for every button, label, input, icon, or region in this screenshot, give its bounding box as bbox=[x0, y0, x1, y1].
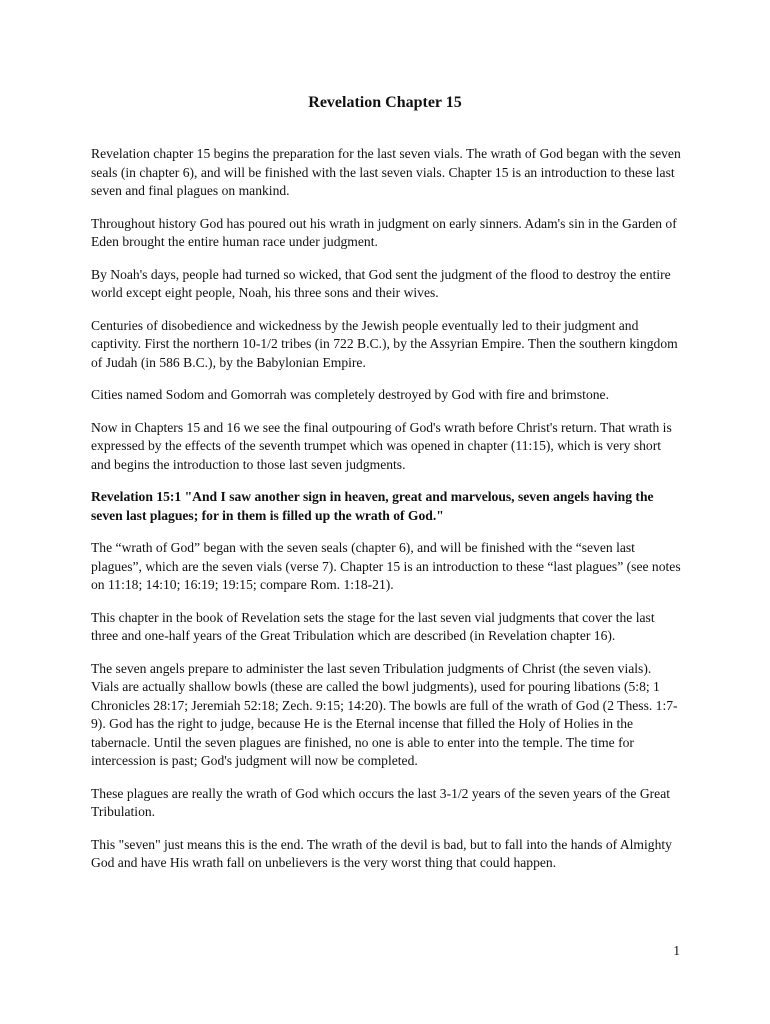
paragraph-history: Throughout history God has poured out his wrath in judgment on early sinners. Adam's sin in the Garden of Eden brought the entire human race under judgment. bbox=[91, 215, 677, 249]
paragraph-angels: The seven angels prepare to administer the last seven Tribulation judgments of Christ (the seven vials). Vials are actually shallow bowls (these are called the bowl judgments), used for pouring libations (5:8; 1 Chronicles 28:17; Jeremiah 52:18; Zech. 9:15; 14:20). The bowls are full of the wrath of God (2 Thess. 1:7-9). God has the right to judge, because He is the Eternal incense that filled the Holy of Holies in the tabernacle. Until the seven plagues are finished, no one is able to enter into the temple. The time for intercession is past; God's judgment will now be completed. bbox=[91, 660, 678, 768]
page-number: 1 bbox=[673, 943, 680, 958]
paragraph-stage: This chapter in the book of Revelation sets the stage for the last seven vial judgments that cover the last three and one-half years of the Great Tribulation which are described (in Revelation chapter 16). bbox=[91, 609, 655, 643]
paragraph-noah: By Noah's days, people had turned so wicked, that God sent the judgment of the flood to destroy the entire world except eight people, Noah, his three sons and their wives. bbox=[91, 266, 671, 300]
document-body bbox=[91, 145, 681, 887]
paragraph-plagues: These plagues are really the wrath of God which occurs the last 3-1/2 years of the seven years of the Great Tribulation. bbox=[91, 785, 671, 819]
paragraph-wrath: The “wrath of God” began with the seven seals (chapter 6), and will be finished with the “seven last plagues”, which are the seven vials (verse 7). Chapter 15 is an introduction to these “last plagues” (see notes on 11:18; 14:10; 16:19; 19:15; compare Rom. 1:18-21). bbox=[91, 540, 681, 592]
paragraph-chapters: Now in Chapters 15 and 16 we see the final outpouring of God's wrath before Christ's return. That wrath is expressed by the effects of the seventh trumpet which was opened in chapter (11:15), which is very short and begins the introduction to those last seven judgments. bbox=[91, 419, 672, 472]
page-title: Revelation Chapter 15 bbox=[308, 94, 462, 111]
paragraph-sodom: Cities named Sodom and Gomorrah was completely destroyed by God with fire and brimstone. bbox=[91, 387, 609, 402]
paragraph-captivity: Centuries of disobedience and wickedness by the Jewish people eventually led to their judgment and captivity. First the northern 10-1/2 tribes (in 722 B.C.), by the Assyrian Empire. Then the southern kingdom of Judah (in 586 B.C.), by the Babylonian Empire. bbox=[91, 317, 678, 370]
verse-quote: Revelation 15:1 "And I saw another sign in heaven, great and marvelous, seven angels having the seven last plagues; for in them is filled up the wrath of God." bbox=[91, 489, 654, 523]
paragraph-intro: Revelation chapter 15 begins the preparation for the last seven vials. The wrath of God began with the seven seals (in chapter 6), and will be finished with the last seven vials. Chapter 15 is an introduction to these last seven and final plagues on mankind. bbox=[91, 146, 681, 198]
paragraph-end: This "seven" just means this is the end. The wrath of the devil is bad, but to fall into the hands of Almighty God and have His wrath fall on unbelievers is the very worst thing that could happen. bbox=[91, 836, 672, 870]
